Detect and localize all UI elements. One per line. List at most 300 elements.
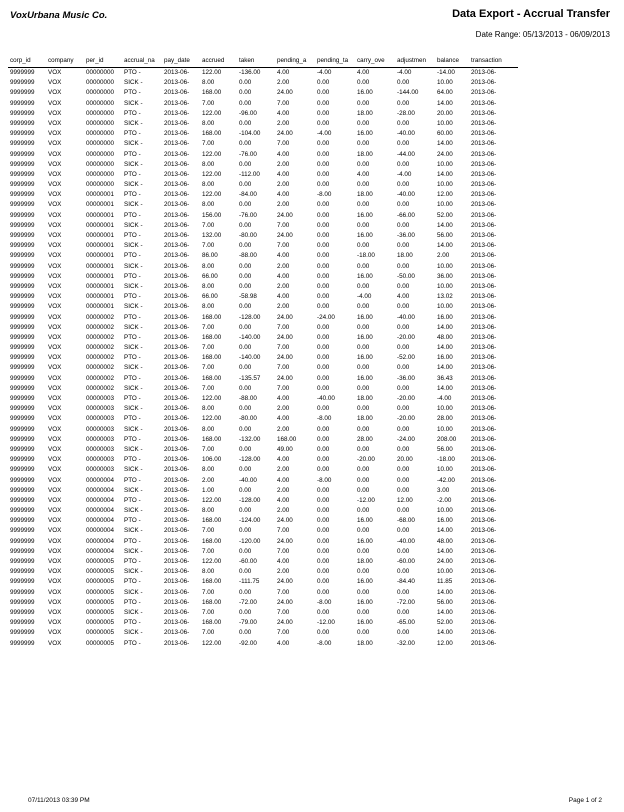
- cell-balance: 10.00: [437, 282, 453, 290]
- cell-taken: -96.00: [239, 109, 257, 117]
- cell-adjustmen: 0.00: [397, 344, 410, 352]
- cell-accrual-na: PTO -: [124, 619, 141, 627]
- cell-corp-id: 9999999: [10, 435, 35, 443]
- cell-company: VOX: [48, 99, 62, 107]
- cell-adjustmen: -4.00: [397, 170, 412, 178]
- cell-taken: 0.00: [239, 425, 252, 433]
- cell-transaction: 2013-06-: [471, 201, 497, 209]
- cell-company: VOX: [48, 323, 62, 331]
- cell-carry-ove: -12.00: [357, 496, 375, 504]
- cell-per-id: 00000001: [86, 232, 115, 239]
- cell-per-id: 00000004: [86, 507, 115, 515]
- cell-taken: 0.00: [239, 384, 252, 392]
- cell-pending-a: 2.00: [277, 282, 290, 290]
- cell-balance: -42.00: [437, 476, 455, 484]
- cell-accrual-na: SICK -: [124, 242, 143, 250]
- cell-corp-id: 9999999: [10, 537, 35, 545]
- cell-company: VOX: [48, 333, 62, 341]
- cell-pending-a: 4.00: [277, 69, 290, 76]
- cell-company: VOX: [48, 211, 62, 219]
- cell-corp-id: 9999999: [10, 130, 35, 138]
- cell-carry-ove: 0.00: [357, 466, 370, 474]
- cell-accrual-na: SICK -: [124, 588, 143, 596]
- cell-pending-ta: 0.00: [317, 496, 330, 504]
- cell-balance: 14.00: [437, 140, 453, 148]
- cell-taken: -88.00: [239, 395, 257, 402]
- cell-accrued: 7.00: [202, 140, 215, 148]
- column-header-transaction: transaction: [469, 56, 518, 68]
- cell-balance: 10.00: [437, 568, 453, 576]
- cell-adjustmen: 0.00: [397, 201, 410, 209]
- cell-balance: -18.00: [437, 456, 455, 464]
- cell-carry-ove: 18.00: [357, 639, 373, 647]
- cell-per-id: 00000000: [86, 140, 115, 148]
- cell-balance: 16.00: [437, 517, 453, 525]
- cell-transaction: 2013-06-: [471, 619, 497, 627]
- cell-balance: 10.00: [437, 181, 453, 189]
- accrual-table: [8, 56, 518, 649]
- table-row: [8, 577, 518, 587]
- cell-balance: 14.00: [437, 547, 453, 555]
- cell-pay-date: 2013-06-: [164, 119, 190, 127]
- table-row: [8, 99, 518, 109]
- cell-pay-date: 2013-06-: [164, 211, 190, 219]
- cell-pay-date: 2013-06-: [164, 608, 190, 616]
- cell-corp-id: 9999999: [10, 588, 35, 596]
- cell-accrual-na: PTO -: [124, 537, 141, 545]
- table-body: [8, 68, 518, 649]
- cell-pay-date: 2013-06-: [164, 395, 190, 402]
- cell-per-id: 00000002: [86, 344, 115, 352]
- cell-carry-ove: 0.00: [357, 608, 370, 616]
- cell-pay-date: 2013-06-: [164, 201, 190, 209]
- cell-corp-id: 9999999: [10, 303, 35, 311]
- cell-taken: -140.00: [239, 354, 261, 362]
- cell-per-id: 00000002: [86, 313, 115, 321]
- cell-accrual-na: SICK -: [124, 344, 143, 352]
- cell-corp-id: 9999999: [10, 201, 35, 209]
- cell-pending-ta: -8.00: [317, 598, 332, 606]
- cell-adjustmen: -4.00: [397, 69, 412, 76]
- cell-accrued: 7.00: [202, 323, 215, 331]
- cell-corp-id: 9999999: [10, 119, 35, 127]
- cell-taken: 0.00: [239, 507, 252, 515]
- cell-accrued: 7.00: [202, 547, 215, 555]
- cell-adjustmen: -50.00: [397, 272, 415, 280]
- cell-accrued: 122.00: [202, 639, 222, 647]
- cell-balance: 13.02: [437, 293, 453, 301]
- cell-balance: 14.00: [437, 344, 453, 352]
- cell-per-id: 00000000: [86, 89, 115, 97]
- cell-pay-date: 2013-06-: [164, 527, 190, 535]
- cell-adjustmen: 0.00: [397, 364, 410, 372]
- cell-transaction: 2013-06-: [471, 527, 497, 535]
- cell-company: VOX: [48, 639, 62, 647]
- cell-adjustmen: 0.00: [397, 588, 410, 596]
- cell-transaction: 2013-06-: [471, 191, 497, 199]
- table-row: [8, 374, 518, 384]
- print-timestamp: 07/11/2013 03:39 PM: [28, 797, 90, 804]
- cell-accrued: 122.00: [202, 191, 222, 199]
- cell-carry-ove: 18.00: [357, 109, 373, 117]
- cell-carry-ove: 0.00: [357, 476, 370, 484]
- cell-transaction: 2013-06-: [471, 517, 497, 525]
- cell-accrued: 168.00: [202, 578, 222, 586]
- cell-company: VOX: [48, 588, 62, 596]
- cell-pending-a: 4.00: [277, 639, 290, 647]
- cell-carry-ove: -20.00: [357, 456, 375, 464]
- table-row: [8, 506, 518, 516]
- cell-carry-ove: 18.00: [357, 150, 373, 158]
- cell-transaction: 2013-06-: [471, 109, 497, 117]
- cell-corp-id: 9999999: [10, 384, 35, 392]
- cell-taken: -40.00: [239, 476, 257, 484]
- cell-pending-a: 2.00: [277, 486, 290, 494]
- cell-adjustmen: 0.00: [397, 221, 410, 229]
- cell-per-id: 00000001: [86, 293, 115, 301]
- cell-pending-a: 4.00: [277, 476, 290, 484]
- cell-per-id: 00000001: [86, 201, 115, 209]
- table-row: [8, 435, 518, 445]
- cell-corp-id: 9999999: [10, 150, 35, 158]
- cell-per-id: 00000005: [86, 619, 115, 627]
- table-row: [8, 425, 518, 435]
- cell-transaction: 2013-06-: [471, 588, 497, 596]
- cell-transaction: 2013-06-: [471, 344, 497, 352]
- cell-carry-ove: 16.00: [357, 333, 373, 341]
- cell-per-id: 00000002: [86, 333, 115, 341]
- cell-carry-ove: 0.00: [357, 181, 370, 189]
- cell-pending-ta: 0.00: [317, 608, 330, 616]
- cell-per-id: 00000001: [86, 191, 115, 199]
- cell-accrued: 168.00: [202, 517, 222, 525]
- cell-balance: 208.00: [437, 435, 457, 443]
- report-title: Data Export - Accrual Transfer: [452, 8, 610, 20]
- cell-pending-a: 7.00: [277, 527, 290, 535]
- cell-pending-ta: 0.00: [317, 466, 330, 474]
- cell-per-id: 00000001: [86, 303, 115, 311]
- cell-per-id: 00000001: [86, 242, 115, 250]
- cell-taken: -124.00: [239, 517, 261, 525]
- cell-balance: 14.00: [437, 221, 453, 229]
- cell-pay-date: 2013-06-: [164, 140, 190, 148]
- cell-adjustmen: 0.00: [397, 476, 410, 484]
- cell-adjustmen: -20.00: [397, 395, 415, 402]
- cell-transaction: 2013-06-: [471, 537, 497, 545]
- cell-accrual-na: SICK -: [124, 201, 143, 209]
- cell-pay-date: 2013-06-: [164, 232, 190, 239]
- cell-carry-ove: 0.00: [357, 384, 370, 392]
- cell-pending-a: 24.00: [277, 130, 293, 138]
- cell-balance: 12.00: [437, 191, 453, 199]
- cell-transaction: 2013-06-: [471, 303, 497, 311]
- table-row: [8, 78, 518, 88]
- table-row: [8, 88, 518, 98]
- cell-transaction: 2013-06-: [471, 425, 497, 433]
- cell-taken: -140.00: [239, 333, 261, 341]
- cell-balance: 28.00: [437, 415, 453, 423]
- cell-accrual-na: PTO -: [124, 130, 141, 138]
- cell-accrued: 8.00: [202, 201, 215, 209]
- cell-pending-ta: 0.00: [317, 79, 330, 87]
- cell-pending-a: 49.00: [277, 445, 293, 453]
- cell-company: VOX: [48, 456, 62, 464]
- cell-accrual-na: PTO -: [124, 496, 141, 504]
- cell-accrued: 8.00: [202, 160, 215, 168]
- cell-carry-ove: 0.00: [357, 119, 370, 127]
- cell-corp-id: 9999999: [10, 405, 35, 413]
- cell-company: VOX: [48, 527, 62, 535]
- date-range: Date Range: 05/13/2013 - 06/09/2013: [475, 30, 610, 39]
- cell-accrual-na: SICK -: [124, 629, 143, 637]
- cell-transaction: 2013-06-: [471, 415, 497, 423]
- cell-transaction: 2013-06-: [471, 629, 497, 637]
- cell-accrued: 8.00: [202, 568, 215, 576]
- table-row: [8, 588, 518, 598]
- cell-accrual-na: SICK -: [124, 466, 143, 474]
- cell-balance: 14.00: [437, 323, 453, 331]
- cell-pay-date: 2013-06-: [164, 272, 190, 280]
- cell-company: VOX: [48, 619, 62, 627]
- cell-adjustmen: 0.00: [397, 323, 410, 331]
- cell-pay-date: 2013-06-: [164, 293, 190, 301]
- cell-accrued: 122.00: [202, 109, 222, 117]
- cell-pending-ta: -8.00: [317, 476, 332, 484]
- cell-corp-id: 9999999: [10, 527, 35, 535]
- cell-company: VOX: [48, 282, 62, 290]
- cell-taken: 0.00: [239, 344, 252, 352]
- cell-accrual-na: SICK -: [124, 119, 143, 127]
- cell-corp-id: 9999999: [10, 425, 35, 433]
- cell-pay-date: 2013-06-: [164, 496, 190, 504]
- table-row: [8, 251, 518, 261]
- cell-balance: 24.00: [437, 150, 453, 158]
- cell-pending-ta: 0.00: [317, 537, 330, 545]
- cell-corp-id: 9999999: [10, 109, 35, 117]
- cell-pending-a: 7.00: [277, 242, 290, 250]
- company-name: VoxUrbana Music Co.: [10, 10, 108, 21]
- cell-pending-a: 24.00: [277, 89, 293, 97]
- cell-accrual-na: PTO -: [124, 476, 141, 484]
- cell-transaction: 2013-06-: [471, 456, 497, 464]
- cell-company: VOX: [48, 537, 62, 545]
- cell-adjustmen: 0.00: [397, 119, 410, 127]
- cell-pay-date: 2013-06-: [164, 507, 190, 515]
- cell-corp-id: 9999999: [10, 445, 35, 453]
- table-row: [8, 180, 518, 190]
- cell-pending-ta: 0.00: [317, 201, 330, 209]
- cell-taken: 0.00: [239, 547, 252, 555]
- cell-pending-a: 7.00: [277, 547, 290, 555]
- cell-taken: -72.00: [239, 598, 257, 606]
- cell-pending-ta: -4.00: [317, 130, 332, 138]
- cell-corp-id: 9999999: [10, 89, 35, 97]
- cell-company: VOX: [48, 598, 62, 606]
- cell-per-id: 00000002: [86, 384, 115, 392]
- cell-pay-date: 2013-06-: [164, 578, 190, 586]
- cell-carry-ove: -4.00: [357, 293, 372, 301]
- cell-pending-a: 168.00: [277, 435, 297, 443]
- cell-pending-a: 4.00: [277, 558, 290, 565]
- cell-accrual-na: SICK -: [124, 405, 143, 413]
- cell-per-id: 00000000: [86, 181, 115, 189]
- cell-transaction: 2013-06-: [471, 395, 497, 402]
- cell-pending-ta: 0.00: [317, 89, 330, 97]
- cell-adjustmen: 0.00: [397, 99, 410, 107]
- cell-taken: 0.00: [239, 608, 252, 616]
- cell-accrual-na: SICK -: [124, 527, 143, 535]
- cell-company: VOX: [48, 150, 62, 158]
- cell-taken: 0.00: [239, 89, 252, 97]
- cell-pending-ta: 0.00: [317, 232, 330, 239]
- cell-taken: 0.00: [239, 262, 252, 270]
- cell-pay-date: 2013-06-: [164, 89, 190, 97]
- cell-pending-ta: 0.00: [317, 344, 330, 352]
- cell-balance: 10.00: [437, 425, 453, 433]
- cell-accrued: 8.00: [202, 262, 215, 270]
- table-row: [8, 516, 518, 526]
- cell-balance: -4.00: [437, 395, 452, 402]
- cell-transaction: 2013-06-: [471, 486, 497, 494]
- cell-balance: 16.00: [437, 313, 453, 321]
- cell-corp-id: 9999999: [10, 496, 35, 504]
- cell-pending-ta: 0.00: [317, 99, 330, 107]
- cell-transaction: 2013-06-: [471, 558, 497, 565]
- cell-accrual-na: SICK -: [124, 181, 143, 189]
- cell-corp-id: 9999999: [10, 252, 35, 260]
- cell-pending-ta: 0.00: [317, 364, 330, 372]
- cell-pending-ta: -4.00: [317, 69, 332, 76]
- cell-taken: 0.00: [239, 99, 252, 107]
- cell-pay-date: 2013-06-: [164, 69, 190, 76]
- cell-corp-id: 9999999: [10, 486, 35, 494]
- cell-accrual-na: PTO -: [124, 109, 141, 117]
- cell-carry-ove: 0.00: [357, 486, 370, 494]
- cell-corp-id: 9999999: [10, 619, 35, 627]
- cell-pending-a: 2.00: [277, 466, 290, 474]
- cell-corp-id: 9999999: [10, 608, 35, 616]
- column-header-company: company: [46, 56, 84, 68]
- cell-taken: -79.00: [239, 619, 257, 627]
- cell-accrued: 7.00: [202, 242, 215, 250]
- table-row: [8, 404, 518, 414]
- cell-adjustmen: 0.00: [397, 547, 410, 555]
- cell-corp-id: 9999999: [10, 232, 35, 239]
- cell-transaction: 2013-06-: [471, 466, 497, 474]
- cell-carry-ove: 18.00: [357, 558, 373, 565]
- cell-taken: -111.75: [239, 578, 260, 586]
- cell-accrued: 168.00: [202, 435, 222, 443]
- cell-transaction: 2013-06-: [471, 89, 497, 97]
- cell-pay-date: 2013-06-: [164, 262, 190, 270]
- cell-taken: 0.00: [239, 323, 252, 331]
- cell-carry-ove: 16.00: [357, 598, 373, 606]
- cell-taken: 0.00: [239, 79, 252, 87]
- cell-carry-ove: 0.00: [357, 221, 370, 229]
- cell-carry-ove: 0.00: [357, 364, 370, 372]
- cell-company: VOX: [48, 303, 62, 311]
- cell-accrual-na: PTO -: [124, 69, 141, 76]
- cell-accrued: 1.00: [202, 486, 215, 494]
- cell-accrued: 8.00: [202, 181, 215, 189]
- cell-pending-ta: 0.00: [317, 262, 330, 270]
- cell-accrued: 168.00: [202, 130, 222, 138]
- cell-taken: 0.00: [239, 201, 252, 209]
- cell-per-id: 00000003: [86, 415, 115, 423]
- cell-pending-a: 7.00: [277, 588, 290, 596]
- cell-transaction: 2013-06-: [471, 578, 497, 586]
- cell-transaction: 2013-06-: [471, 140, 497, 148]
- cell-taken: -128.00: [239, 313, 261, 321]
- cell-company: VOX: [48, 89, 62, 97]
- cell-balance: -14.00: [437, 69, 455, 76]
- cell-adjustmen: 0.00: [397, 445, 410, 453]
- cell-carry-ove: 0.00: [357, 527, 370, 535]
- cell-pending-a: 24.00: [277, 517, 293, 525]
- cell-per-id: 00000004: [86, 496, 115, 504]
- cell-accrual-na: PTO -: [124, 558, 141, 565]
- cell-pending-ta: -8.00: [317, 415, 332, 423]
- cell-adjustmen: 18.00: [397, 252, 413, 260]
- cell-company: VOX: [48, 354, 62, 362]
- cell-pay-date: 2013-06-: [164, 456, 190, 464]
- column-header-pending-a: pending_a: [275, 56, 315, 68]
- cell-carry-ove: 0.00: [357, 303, 370, 311]
- cell-taken: -76.00: [239, 211, 257, 219]
- cell-corp-id: 9999999: [10, 323, 35, 331]
- cell-taken: 0.00: [239, 527, 252, 535]
- cell-taken: -84.00: [239, 191, 257, 199]
- cell-adjustmen: 0.00: [397, 384, 410, 392]
- cell-balance: 56.00: [437, 232, 453, 239]
- cell-corp-id: 9999999: [10, 374, 35, 382]
- cell-accrual-na: PTO -: [124, 639, 141, 647]
- cell-adjustmen: -40.00: [397, 537, 415, 545]
- cell-pending-a: 2.00: [277, 507, 290, 515]
- cell-carry-ove: 16.00: [357, 232, 373, 239]
- cell-taken: -128.00: [239, 496, 261, 504]
- cell-pending-ta: 0.00: [317, 517, 330, 525]
- cell-transaction: 2013-06-: [471, 232, 497, 239]
- cell-transaction: 2013-06-: [471, 79, 497, 87]
- cell-adjustmen: 0.00: [397, 629, 410, 637]
- table-row: [8, 526, 518, 536]
- cell-per-id: 00000004: [86, 476, 115, 484]
- cell-taken: 0.00: [239, 364, 252, 372]
- cell-carry-ove: 0.00: [357, 547, 370, 555]
- cell-accrual-na: SICK -: [124, 568, 143, 576]
- cell-pending-a: 4.00: [277, 272, 290, 280]
- cell-taken: -136.00: [239, 69, 261, 76]
- cell-carry-ove: 0.00: [357, 507, 370, 515]
- cell-balance: 14.00: [437, 629, 453, 637]
- cell-corp-id: 9999999: [10, 558, 35, 565]
- cell-pending-ta: 0.00: [317, 272, 330, 280]
- cell-company: VOX: [48, 272, 62, 280]
- cell-company: VOX: [48, 425, 62, 433]
- cell-pending-ta: 0.00: [317, 282, 330, 290]
- cell-pending-a: 7.00: [277, 344, 290, 352]
- cell-company: VOX: [48, 608, 62, 616]
- cell-pending-a: 2.00: [277, 405, 290, 413]
- cell-accrued: 122.00: [202, 415, 222, 423]
- cell-taken: 0.00: [239, 445, 252, 453]
- cell-taken: 0.00: [239, 160, 252, 168]
- cell-carry-ove: 16.00: [357, 517, 373, 525]
- cell-accrual-na: SICK -: [124, 486, 143, 494]
- cell-accrued: 122.00: [202, 150, 222, 158]
- cell-pending-ta: 0.00: [317, 456, 330, 464]
